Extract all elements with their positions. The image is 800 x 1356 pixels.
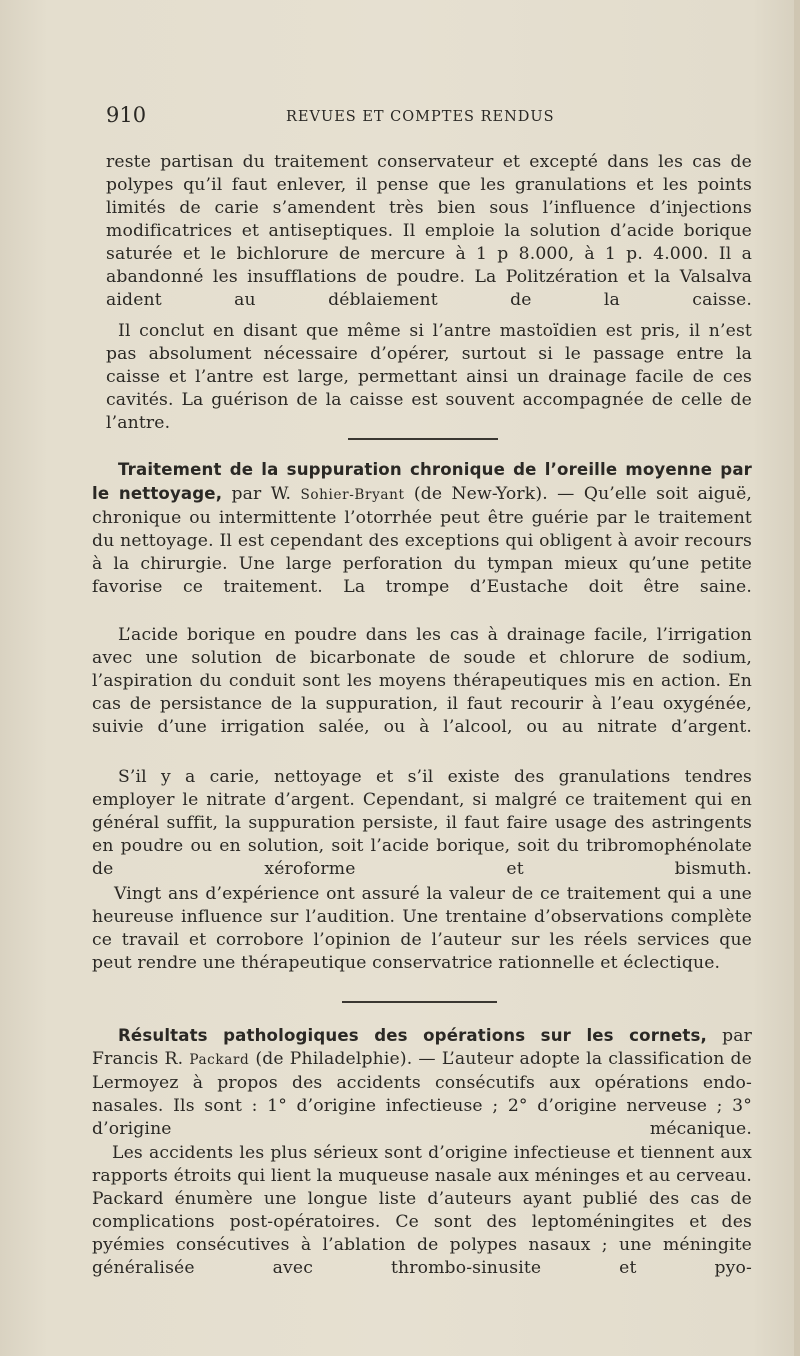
review-author: Packard	[189, 1052, 250, 1068]
review-author: Sohier-Bryant	[300, 487, 405, 503]
review-affiliation: (de New-York). —	[404, 484, 584, 504]
page-header	[106, 103, 752, 133]
review-text: L’auteur adopte la classification de Lermoyez à propos des accidents consécutifs aux opérations endo-nasales. Ils sont : 1° d’origine infectieuse ; 2° d’origine nerveuse ; 3° d’origine mécanique.	[92, 1049, 753, 1139]
review-byline: par W.	[222, 484, 301, 504]
review-affiliation: (de Philadelphie). —	[249, 1049, 442, 1069]
review-sohier-bryant-p2: L’acide borique en poudre dans les cas à drainage facile, l’irrigation avec une solution de bicarbonate de soude et chlorure de sodium, l’aspiration du conduit sont les moyens thérapeutiques mis en action. En cas de persistance de la suppuration, il faut recourir à l’eau oxygénée, suivie d’une irrigation salée, ou à l’alcool, ou au nitrate d’argent.	[92, 625, 752, 737]
section-divider	[348, 438, 498, 440]
review-packard-intro	[92, 1024, 752, 1139]
review-title: Traitement de la suppuration chronique de l’oreille moyenne par le nettoyage,	[92, 460, 752, 503]
review-title: Résultats pathologiques des opérations sur les cornets,	[118, 1026, 707, 1045]
page-number: 910	[106, 103, 147, 127]
paragraph-continuation: reste partisan du traitement conservateur et excepté dans les cas de polypes qu’il faut enlever, il pense que les granulations et les points limités de carie s’amendent très bien sous l’influence d’injections modificatrices et antiseptiques. Il emploie la solution d’acide borique saturée et le bichlorure de mercure à 1 p 8.000, à 1 p. 4.000. Il a abandonné les insufflations de poudre. La Politzération et la Valsalva aident au déblaiement de la caisse.	[106, 152, 752, 310]
review-sohier-bryant-intro	[92, 458, 752, 619]
review-sohier-bryant-p3: S’il y a carie, nettoyage et s’il existe des granulations tendres employer le nitrate d’argent. Cependant, si malgré ce traitement qui en général suffit, la suppuration persiste, il faut faire usage des astringents en poudre ou en solution, soit l’acide borique, soit du tribromophénolate de xéroforme et bismuth.	[92, 767, 752, 879]
review-packard-p2: Les accidents les plus sérieux sont d’origine infectieuse et tiennent aux rapports étroits qui lient la muqueuse nasale aux méninges et au cerveau. Packard énumère une longue liste d’auteurs ayant publié des cas de complications post-opératoires. Ce sont des leptoméningites et des pyémies consécutives à l’ablation de polypes nasaux ; une méningite généralisée avec thrombo-sinusite et pyo-	[92, 1143, 752, 1278]
review-text: Qu’elle soit aiguë, chronique ou intermittente l’otorrhée peut être guérie par le traitement du nettoyage. Il est cependant des exceptions qui obligent à avoir recours à la chirurgie. Une large perforation du tympan mieux qu’une petite favorise ce traitement. La trompe d’Eustache doit être saine.	[92, 484, 753, 597]
running-head: REVUES ET COMPTES RENDUS	[286, 109, 555, 125]
paragraph-conclusion: Il conclut en disant que même si l’antre mastoïdien est pris, il n’est pas absolument nécessaire d’opérer, surtout si le passage entre la caisse et l’antre est large, permettant ainsi un drainage facile de ces cavités. La guérison de la caisse est souvent accompagnée de celle de l’antre.	[106, 321, 752, 433]
page-edge-shadow	[794, 0, 800, 1356]
review-sohier-bryant-p4: Vingt ans d’expérience ont assuré la valeur de ce traitement qui a une heureuse influence sur l’audition. Une trentaine d’observations complète ce travail et corrobore l’opinion de l’auteur sur les réels services que peut rendre une thérapeutique conservatrice rationnelle et éclectique.	[92, 884, 752, 973]
review-byline: par Francis R.	[92, 1026, 752, 1069]
section-divider	[342, 1001, 497, 1003]
